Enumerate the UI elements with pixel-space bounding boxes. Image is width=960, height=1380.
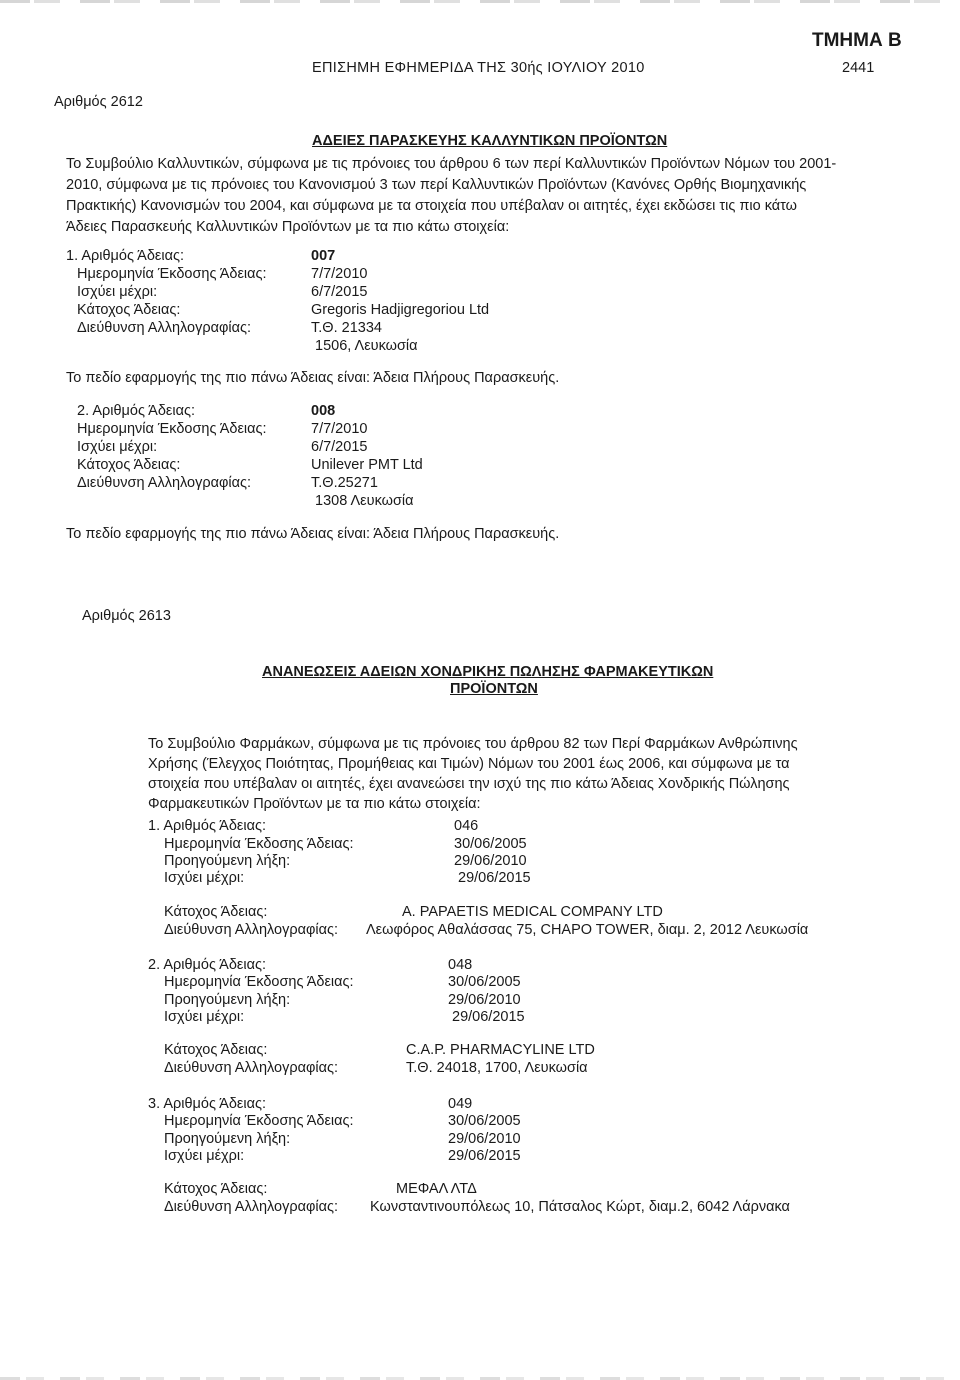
field-label: 1. Αριθμός Άδειας: [66, 248, 184, 264]
notice-intro [66, 154, 906, 238]
field-label: 3. Αριθμός Άδειας: [148, 1096, 266, 1112]
field-value: 046 [454, 818, 479, 834]
field-value: 30/06/2005 [448, 974, 521, 990]
field-value: 008 [311, 403, 336, 419]
field-label: Ημερομηνία Έκδοσης Άδειας: [77, 266, 267, 282]
field-label: 1. Αριθμός Άδειας: [148, 818, 266, 834]
field-value: Λεωφόρος Αθαλάσσας 75, CHAPO TOWER, διαμ. 2, 2012 Λευκωσία [366, 922, 809, 938]
field-label: Ημερομηνία Έκδοσης Άδειας: [164, 836, 354, 852]
intro-line: 2010, σύμφωνα με τις πρόνοιες του Κανονισμού 3 των περί Καλλυντικών Προϊόντων (Κανόνες Ορθής Βιομηχανικής [66, 177, 807, 193]
field-label: Διεύθυνση Αλληλογραφίας: [77, 320, 252, 336]
intro-line: Χρήσης (Έλεγχος Ποιότητας, Προμήθειας και Τιμών) Νόμων του 2001 έως 2006, και σύμφωνα με τα [148, 756, 790, 772]
field-label: Προηγούμενη λήξη: [164, 853, 291, 869]
intro-line: Το Συμβούλιο Φαρμάκων, σύμφωνα με τις πρόνοιες του άρθρου 82 των Περί Φαρμάκων Ανθρώπινης [148, 736, 798, 752]
field-value: C.A.P. PHARMACYLINE LTD [406, 1042, 595, 1058]
field-label: Διεύθυνση Αλληλογραφίας: [164, 922, 339, 938]
notice-title-continued: ΠΡΟΪΟΝΤΩΝ [450, 681, 538, 697]
field-label: Κάτοχος Άδειας: [77, 457, 181, 473]
field-value: 30/06/2005 [448, 1113, 521, 1129]
field-label: Ισχύει μέχρι: [77, 439, 158, 455]
field-label: Ημερομηνία Έκδοσης Άδειας: [77, 421, 267, 437]
field-value: Gregoris Hadjigregoriou Ltd [311, 302, 490, 318]
field-value: Τ.Θ.25271 [311, 475, 378, 491]
field-value: 29/06/2015 [458, 870, 531, 886]
notice-number: Αριθμός 2612 [54, 94, 143, 110]
field-label: Ισχύει μέχρι: [77, 284, 158, 300]
field-label: 2. Αριθμός Άδειας: [148, 957, 266, 973]
field-value: Unilever PMT Ltd [311, 457, 423, 473]
field-value: 7/7/2010 [311, 266, 368, 282]
intro-line: Άδειες Παρασκευής Καλλυντικών Προϊόντων με τα πιο κάτω στοιχεία: [66, 219, 510, 235]
notice-title: ΑΝΑΝΕΩΣΕΙΣ ΑΔΕΙΩΝ ΧΟΝΔΡΙΚΗΣ ΠΩΛΗΣΗΣ ΦΑΡΜΑΚΕΥΤΙΚΩΝ [262, 664, 714, 680]
notice-title: ΑΔΕΙΕΣ ΠΑΡΑΣΚΕΥΗΣ ΚΑΛΛΥΝΤΙΚΩΝ ΠΡΟΪΟΝΤΩΝ [312, 133, 668, 149]
field-value: 29/06/2015 [448, 1148, 521, 1164]
field-value: 7/7/2010 [311, 421, 368, 437]
notice-intro [148, 734, 888, 814]
field-value: Κωνσταντινουπόλεως 10, Πάτσαλος Κώρτ, διαμ.2, 6042 Λάρνακα [370, 1199, 790, 1215]
field-value: 049 [448, 1096, 473, 1112]
field-label: Ισχύει μέχρι: [164, 870, 245, 886]
field-value: 29/06/2015 [452, 1009, 525, 1025]
field-label: Κάτοχος Άδειας: [77, 302, 181, 318]
intro-line: Φαρμακευτικών Προϊόντων με τα πιο κάτω στοιχεία: [148, 796, 481, 812]
intro-line: Το Συμβούλιο Καλλυντικών, σύμφωνα με τις πρόνοιες του άρθρου 6 των περί Καλλυντικών Προϊόντων Νόμων του 2001- [66, 156, 837, 172]
field-label: Προηγούμενη λήξη: [164, 992, 291, 1008]
field-label: Ισχύει μέχρι: [164, 1009, 245, 1025]
field-label: Διεύθυνση Αλληλογραφίας: [77, 475, 252, 491]
field-label: Διεύθυνση Αλληλογραφίας: [164, 1199, 339, 1215]
field-value: 30/06/2005 [454, 836, 527, 852]
field-value: 29/06/2010 [448, 992, 521, 1008]
page-number: 2441 [842, 60, 875, 76]
field-value: 29/06/2010 [454, 853, 527, 869]
field-value: Τ.Θ. 24018, 1700, Λευκωσία [406, 1060, 588, 1076]
field-value: A. PAPAETIS MEDICAL COMPANY LTD [402, 904, 663, 920]
field-label: Κάτοχος Άδειας: [164, 904, 268, 920]
field-label: Διεύθυνση Αλληλογραφίας: [164, 1060, 339, 1076]
field-label: Κάτοχος Άδειας: [164, 1042, 268, 1058]
field-value: Τ.Θ. 21334 [311, 320, 382, 336]
notice-number: Αριθμός 2613 [82, 608, 171, 624]
license-scope: Το πεδίο εφαρμογής της πιο πάνω Άδειας είναι: Άδεια Πλήρους Παρασκευής. [66, 526, 560, 542]
field-value: 6/7/2015 [311, 439, 368, 455]
field-label: Ημερομηνία Έκδοσης Άδειας: [164, 1113, 354, 1129]
intro-line: Πρακτικής) Κανονισμών του 2004, και σύμφωνα με τα στοιχεία που υπέβαλαν οι αιτητές, έχει εκδώσει τις πιο κάτω [66, 198, 798, 214]
field-label: Κάτοχος Άδειας: [164, 1181, 268, 1197]
field-label: Προηγούμενη λήξη: [164, 1131, 291, 1147]
field-value: 007 [311, 248, 336, 264]
field-value: 1308 Λευκωσία [315, 493, 414, 509]
field-label: Ισχύει μέχρι: [164, 1148, 245, 1164]
field-value: 048 [448, 957, 473, 973]
license-scope: Το πεδίο εφαρμογής της πιο πάνω Άδειας είναι: Άδεια Πλήρους Παρασκευής. [66, 370, 560, 386]
section-label: ΤΜΗΜΑ Β [812, 30, 902, 51]
field-value: 6/7/2015 [311, 284, 368, 300]
field-value: 1506, Λευκωσία [315, 338, 418, 354]
intro-line: στοιχεία που υπέβαλαν οι αιτητές, έχει ανανεώσει την ισχύ της πιο κάτω Άδειας Χονδρικής Πώλησης [148, 776, 790, 792]
field-label: Ημερομηνία Έκδοσης Άδειας: [164, 974, 354, 990]
field-value: 29/06/2010 [448, 1131, 521, 1147]
field-value: ΜΕΦΑΛ ΛΤΔ [396, 1181, 477, 1197]
journal-title: ΕΠΙΣΗΜΗ ΕΦΗΜΕΡΙΔΑ ΤΗΣ 30ής ΙΟΥΛΙΟΥ 2010 [312, 60, 645, 76]
field-label: 2. Αριθμός Άδειας: [77, 403, 195, 419]
scan-artifact-top [0, 0, 960, 3]
